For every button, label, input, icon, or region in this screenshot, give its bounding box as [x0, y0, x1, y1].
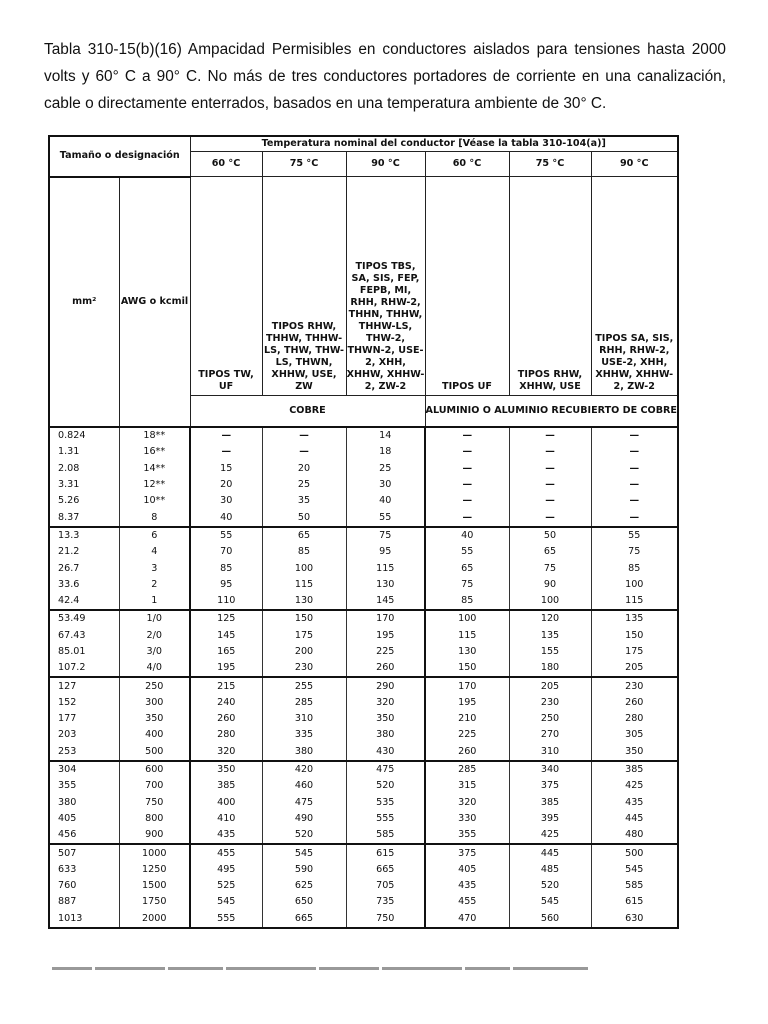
mm2-cell: 8.37 [49, 509, 119, 526]
ampacity-cell: 225 [346, 644, 425, 660]
ampacity-cell: 490 [262, 811, 346, 827]
ampacity-cell: 75 [509, 560, 591, 576]
ampacity-cell: 135 [509, 628, 591, 644]
ampacity-cell: 385 [509, 795, 591, 811]
temperature-col-header: 75 °C [262, 152, 346, 177]
ampacity-cell: 485 [509, 862, 591, 878]
ampacity-cell: 65 [262, 527, 346, 544]
mm2-header: mm² [49, 177, 119, 428]
ampacity-cell: 260 [346, 660, 425, 677]
mm2-cell: 177 [49, 711, 119, 727]
table-row [49, 560, 678, 576]
ampacity-cell: 130 [262, 593, 346, 610]
size-header: Tamaño o designación [49, 136, 190, 177]
ampacity-cell: — [425, 477, 509, 493]
ampacity-cell: 310 [509, 744, 591, 761]
ampacity-cell: 155 [509, 644, 591, 660]
awg-cell: 750 [119, 795, 190, 811]
ampacity-cell: 175 [591, 644, 678, 660]
ampacity-cell: 385 [591, 761, 678, 778]
ampacity-cell: 290 [346, 677, 425, 694]
mm2-cell: 3.31 [49, 477, 119, 493]
ampacity-cell: 25 [262, 477, 346, 493]
mm2-cell: 13.3 [49, 527, 119, 544]
insulation-types-header: TIPOS UF [425, 177, 509, 396]
ampacity-cell: 310 [262, 711, 346, 727]
ampacity-cell: 445 [509, 844, 591, 861]
temperature-col-header: 90 °C [591, 152, 678, 177]
ampacity-cell: 350 [346, 711, 425, 727]
table-row [49, 493, 678, 509]
table-row [49, 677, 678, 694]
table-row [49, 509, 678, 526]
ampacity-cell: 95 [346, 544, 425, 560]
table-caption: Tabla 310-15(b)(16) Ampacidad Permisibles en conductores aislados para tensiones hasta 2000 volts y 60° C a 90° C. No más de tres conductores portadores de corriente en una canalización, cable o directamente enterrados, basados en una temperatura ambiente de 30° C. [44, 41, 726, 112]
ampacity-cell: — [591, 493, 678, 509]
ampacity-cell: 210 [425, 711, 509, 727]
ampacity-cell: 150 [591, 628, 678, 644]
table-row [49, 577, 678, 593]
ampacity-cell: — [591, 509, 678, 526]
ampacity-cell: 260 [591, 695, 678, 711]
ampacity-cell: 240 [190, 695, 262, 711]
ampacity-cell: 545 [509, 894, 591, 910]
ampacity-cell: 545 [591, 862, 678, 878]
table-row [49, 427, 678, 444]
awg-cell: 700 [119, 778, 190, 794]
ampacity-cell: 195 [425, 695, 509, 711]
ampacity-cell: 125 [190, 610, 262, 627]
ampacity-cell: — [509, 477, 591, 493]
table-row [49, 477, 678, 493]
table-row [49, 827, 678, 844]
table-row [49, 695, 678, 711]
ampacity-cell: 75 [346, 527, 425, 544]
mm2-cell: 21.2 [49, 544, 119, 560]
ampacity-cell: 555 [190, 911, 262, 928]
aluminum-header: ALUMINIO O ALUMINIO RECUBIERTO DE COBRE [425, 396, 678, 428]
ampacity-cell: — [591, 444, 678, 460]
mm2-cell: 33.6 [49, 577, 119, 593]
ampacity-cell: 630 [591, 911, 678, 928]
ampacity-cell: 230 [591, 677, 678, 694]
ampacity-cell: 555 [346, 811, 425, 827]
ampacity-cell: 110 [190, 593, 262, 610]
ampacity-cell: 285 [262, 695, 346, 711]
ampacity-cell: — [591, 477, 678, 493]
ampacity-cell: 455 [190, 844, 262, 861]
mm2-cell: 507 [49, 844, 119, 861]
mm2-cell: 203 [49, 727, 119, 743]
ampacity-cell: 270 [509, 727, 591, 743]
awg-cell: 10** [119, 493, 190, 509]
ampacity-cell: — [425, 427, 509, 444]
awg-cell: 1500 [119, 878, 190, 894]
ampacity-cell: 435 [425, 878, 509, 894]
ampacity-cell: — [425, 509, 509, 526]
ampacity-cell: 425 [509, 827, 591, 844]
ampacity-cell: 315 [425, 778, 509, 794]
awg-cell: 250 [119, 677, 190, 694]
copper-header: COBRE [190, 396, 425, 428]
ampacity-cell: 20 [190, 477, 262, 493]
ampacity-cell: 340 [509, 761, 591, 778]
mm2-cell: 633 [49, 862, 119, 878]
insulation-types-header: TIPOS RHW, THHW, THHW-LS, THW, THW-LS, THWN, XHHW, USE, ZW [262, 177, 346, 396]
ampacity-cell: 15 [190, 461, 262, 477]
ampacity-cell: 145 [346, 593, 425, 610]
ampacity-cell: 25 [346, 461, 425, 477]
awg-cell: 1250 [119, 862, 190, 878]
ampacity-cell: — [425, 461, 509, 477]
awg-cell: 600 [119, 761, 190, 778]
awg-cell: 400 [119, 727, 190, 743]
ampacity-cell: 85 [591, 560, 678, 576]
ampacity-cell: 100 [262, 560, 346, 576]
ampacity-cell: 55 [591, 527, 678, 544]
ampacity-cell: 615 [346, 844, 425, 861]
ampacity-cell: 665 [346, 862, 425, 878]
ampacity-cell: 400 [190, 795, 262, 811]
table-row [49, 727, 678, 743]
table-row [49, 444, 678, 460]
temperature-col-header: 90 °C [346, 152, 425, 177]
ampacity-cell: 225 [425, 727, 509, 743]
ampacity-cell: — [509, 493, 591, 509]
ampacity-cell: 250 [509, 711, 591, 727]
mm2-cell: 0.824 [49, 427, 119, 444]
ampacity-cell: 520 [509, 878, 591, 894]
awg-header: AWG o kcmil [119, 177, 190, 428]
mm2-cell: 253 [49, 744, 119, 761]
ampacity-cell: — [509, 461, 591, 477]
awg-cell: 800 [119, 811, 190, 827]
ampacity-cell: 55 [425, 544, 509, 560]
awg-cell: 1000 [119, 844, 190, 861]
ampacity-cell: 165 [190, 644, 262, 660]
ampacity-cell: 305 [591, 727, 678, 743]
ampacity-cell: 260 [190, 711, 262, 727]
ampacity-cell: 215 [190, 677, 262, 694]
awg-cell: 14** [119, 461, 190, 477]
table-row [49, 544, 678, 560]
ampacity-cell: 350 [190, 761, 262, 778]
table-row [49, 761, 678, 778]
ampacity-cell: — [509, 427, 591, 444]
ampacity-cell: 40 [190, 509, 262, 526]
mm2-cell: 152 [49, 695, 119, 711]
temperature-col-header: 75 °C [509, 152, 591, 177]
ampacity-cell: 525 [190, 878, 262, 894]
ampacity-cell: — [190, 427, 262, 444]
mm2-cell: 405 [49, 811, 119, 827]
ampacity-cell: 205 [591, 660, 678, 677]
mm2-cell: 127 [49, 677, 119, 694]
ampacity-cell: 545 [262, 844, 346, 861]
table-row [49, 894, 678, 910]
types-row [49, 177, 678, 396]
ampacity-cell: 500 [591, 844, 678, 861]
awg-cell: 900 [119, 827, 190, 844]
ampacity-cell: 350 [591, 744, 678, 761]
ampacity-cell: 115 [262, 577, 346, 593]
ampacity-cell: 75 [425, 577, 509, 593]
awg-cell: 6 [119, 527, 190, 544]
ampacity-cell: 560 [509, 911, 591, 928]
ampacity-cell: 100 [509, 593, 591, 610]
ampacity-cell: 480 [591, 827, 678, 844]
ampacity-cell: 705 [346, 878, 425, 894]
awg-cell: 12** [119, 477, 190, 493]
insulation-types-header: TIPOS TW, UF [190, 177, 262, 396]
ampacity-cell: 475 [346, 761, 425, 778]
table-row [49, 527, 678, 544]
ampacity-cell: 65 [425, 560, 509, 576]
mm2-cell: 85.01 [49, 644, 119, 660]
ampacity-cell: 115 [425, 628, 509, 644]
footnote-cutoff [52, 965, 612, 971]
temperature-col-header: 60 °C [425, 152, 509, 177]
ampacity-cell: 30 [190, 493, 262, 509]
ampacity-cell: 205 [509, 677, 591, 694]
ampacity-cell: 55 [346, 509, 425, 526]
ampacity-cell: 320 [425, 795, 509, 811]
ampacity-cell: 280 [190, 727, 262, 743]
ampacity-cell: 380 [346, 727, 425, 743]
awg-cell: 8 [119, 509, 190, 526]
awg-cell: 1/0 [119, 610, 190, 627]
table-body [49, 427, 678, 928]
table-row [49, 795, 678, 811]
ampacity-cell: 285 [425, 761, 509, 778]
mm2-cell: 42.4 [49, 593, 119, 610]
ampacity-cell: 115 [346, 560, 425, 576]
ampacity-cell: — [425, 444, 509, 460]
table-row [49, 660, 678, 677]
ampacity-cell: 55 [190, 527, 262, 544]
ampacity-cell: 18 [346, 444, 425, 460]
ampacity-cell: 375 [425, 844, 509, 861]
ampacity-table-container [48, 135, 679, 929]
awg-cell: 16** [119, 444, 190, 460]
ampacity-cell: 90 [509, 577, 591, 593]
ampacity-cell: 14 [346, 427, 425, 444]
ampacity-cell: 180 [509, 660, 591, 677]
mm2-cell: 304 [49, 761, 119, 778]
awg-cell: 1 [119, 593, 190, 610]
awg-cell: 2 [119, 577, 190, 593]
ampacity-cell: 420 [262, 761, 346, 778]
ampacity-cell: 35 [262, 493, 346, 509]
ampacity-cell: 495 [190, 862, 262, 878]
ampacity-cell: — [509, 509, 591, 526]
table-row [49, 461, 678, 477]
ampacity-cell: — [591, 461, 678, 477]
ampacity-cell: 150 [262, 610, 346, 627]
ampacity-cell: 130 [346, 577, 425, 593]
ampacity-cell: 615 [591, 894, 678, 910]
ampacity-cell: 130 [425, 644, 509, 660]
insulation-types-header: TIPOS RHW, XHHW, USE [509, 177, 591, 396]
temperature-col-header: 60 °C [190, 152, 262, 177]
ampacity-cell: 375 [509, 778, 591, 794]
ampacity-cell: 380 [262, 744, 346, 761]
table-row [49, 862, 678, 878]
mm2-cell: 107.2 [49, 660, 119, 677]
ampacity-cell: 175 [262, 628, 346, 644]
ampacity-cell: — [262, 427, 346, 444]
ampacity-cell: — [190, 444, 262, 460]
awg-cell: 4/0 [119, 660, 190, 677]
ampacity-cell: 625 [262, 878, 346, 894]
ampacity-table [48, 135, 679, 929]
awg-cell: 350 [119, 711, 190, 727]
ampacity-cell: 85 [190, 560, 262, 576]
ampacity-cell: 85 [425, 593, 509, 610]
ampacity-cell: 335 [262, 727, 346, 743]
awg-cell: 1750 [119, 894, 190, 910]
table-row [49, 593, 678, 610]
ampacity-cell: 750 [346, 911, 425, 928]
ampacity-cell: 545 [190, 894, 262, 910]
table-row [49, 628, 678, 644]
ampacity-cell: 460 [262, 778, 346, 794]
ampacity-cell: 170 [425, 677, 509, 694]
ampacity-cell: 520 [262, 827, 346, 844]
ampacity-cell: 735 [346, 894, 425, 910]
ampacity-cell: 70 [190, 544, 262, 560]
mm2-cell: 355 [49, 778, 119, 794]
table-row [49, 644, 678, 660]
ampacity-cell: 260 [425, 744, 509, 761]
mm2-cell: 26.7 [49, 560, 119, 576]
ampacity-cell: 430 [346, 744, 425, 761]
ampacity-cell: 100 [591, 577, 678, 593]
ampacity-cell: 320 [346, 695, 425, 711]
awg-cell: 4 [119, 544, 190, 560]
ampacity-cell: 30 [346, 477, 425, 493]
ampacity-cell: 115 [591, 593, 678, 610]
table-row [49, 778, 678, 794]
ampacity-cell: 355 [425, 827, 509, 844]
awg-cell: 18** [119, 427, 190, 444]
ampacity-cell: 470 [425, 911, 509, 928]
mm2-cell: 2.08 [49, 461, 119, 477]
mm2-cell: 5.26 [49, 493, 119, 509]
ampacity-cell: 585 [346, 827, 425, 844]
ampacity-cell: 535 [346, 795, 425, 811]
ampacity-cell: 75 [591, 544, 678, 560]
mm2-cell: 380 [49, 795, 119, 811]
ampacity-cell: 50 [509, 527, 591, 544]
ampacity-cell: — [509, 444, 591, 460]
awg-cell: 300 [119, 695, 190, 711]
ampacity-cell: 40 [346, 493, 425, 509]
ampacity-cell: 200 [262, 644, 346, 660]
ampacity-cell: 195 [346, 628, 425, 644]
awg-cell: 3 [119, 560, 190, 576]
ampacity-cell: — [591, 427, 678, 444]
insulation-types-header: TIPOS TBS, SA, SIS, FEP, FEPB, MI, RHH, RHW-2, THHN, THHW, THHW-LS, THW-2, THWN-2, USE-2, XHH, XHHW, XHHW-2, ZW-2 [346, 177, 425, 396]
ampacity-cell: 475 [262, 795, 346, 811]
ampacity-cell: 170 [346, 610, 425, 627]
ampacity-cell: 255 [262, 677, 346, 694]
ampacity-cell: — [425, 493, 509, 509]
awg-cell: 3/0 [119, 644, 190, 660]
ampacity-cell: 520 [346, 778, 425, 794]
ampacity-cell: 280 [591, 711, 678, 727]
awg-cell: 2/0 [119, 628, 190, 644]
ampacity-cell: 150 [425, 660, 509, 677]
ampacity-cell: 455 [425, 894, 509, 910]
table-row [49, 711, 678, 727]
ampacity-cell: 95 [190, 577, 262, 593]
table-row [49, 811, 678, 827]
ampacity-cell: 135 [591, 610, 678, 627]
ampacity-cell: 435 [591, 795, 678, 811]
ampacity-cell: 85 [262, 544, 346, 560]
ampacity-cell: 585 [591, 878, 678, 894]
table-row [49, 744, 678, 761]
ampacity-cell: 425 [591, 778, 678, 794]
ampacity-cell: 410 [190, 811, 262, 827]
awg-cell: 500 [119, 744, 190, 761]
ampacity-cell: 100 [425, 610, 509, 627]
ampacity-cell: 665 [262, 911, 346, 928]
awg-cell: 2000 [119, 911, 190, 928]
ampacity-cell: 195 [190, 660, 262, 677]
mm2-cell: 887 [49, 894, 119, 910]
ampacity-cell: 120 [509, 610, 591, 627]
ampacity-cell: 320 [190, 744, 262, 761]
mm2-cell: 53.49 [49, 610, 119, 627]
ampacity-cell: 435 [190, 827, 262, 844]
temperature-header: Temperatura nominal del conductor [Véase la tabla 310-104(a)] [190, 136, 678, 152]
ampacity-cell: 65 [509, 544, 591, 560]
ampacity-cell: 230 [509, 695, 591, 711]
ampacity-cell: 395 [509, 811, 591, 827]
ampacity-cell: — [262, 444, 346, 460]
mm2-cell: 1013 [49, 911, 119, 928]
ampacity-cell: 650 [262, 894, 346, 910]
mm2-cell: 1.31 [49, 444, 119, 460]
ampacity-cell: 145 [190, 628, 262, 644]
ampacity-cell: 40 [425, 527, 509, 544]
ampacity-cell: 50 [262, 509, 346, 526]
ampacity-cell: 330 [425, 811, 509, 827]
ampacity-cell: 445 [591, 811, 678, 827]
table-row [49, 610, 678, 627]
mm2-cell: 67.43 [49, 628, 119, 644]
ampacity-cell: 590 [262, 862, 346, 878]
ampacity-cell: 405 [425, 862, 509, 878]
insulation-types-header: TIPOS SA, SIS, RHH, RHW-2, USE-2, XHH, XHHW, XHHW-2, ZW-2 [591, 177, 678, 396]
table-row [49, 878, 678, 894]
ampacity-cell: 385 [190, 778, 262, 794]
table-row [49, 844, 678, 861]
mm2-cell: 760 [49, 878, 119, 894]
ampacity-cell: 20 [262, 461, 346, 477]
ampacity-cell: 230 [262, 660, 346, 677]
mm2-cell: 456 [49, 827, 119, 844]
table-row [49, 911, 678, 928]
